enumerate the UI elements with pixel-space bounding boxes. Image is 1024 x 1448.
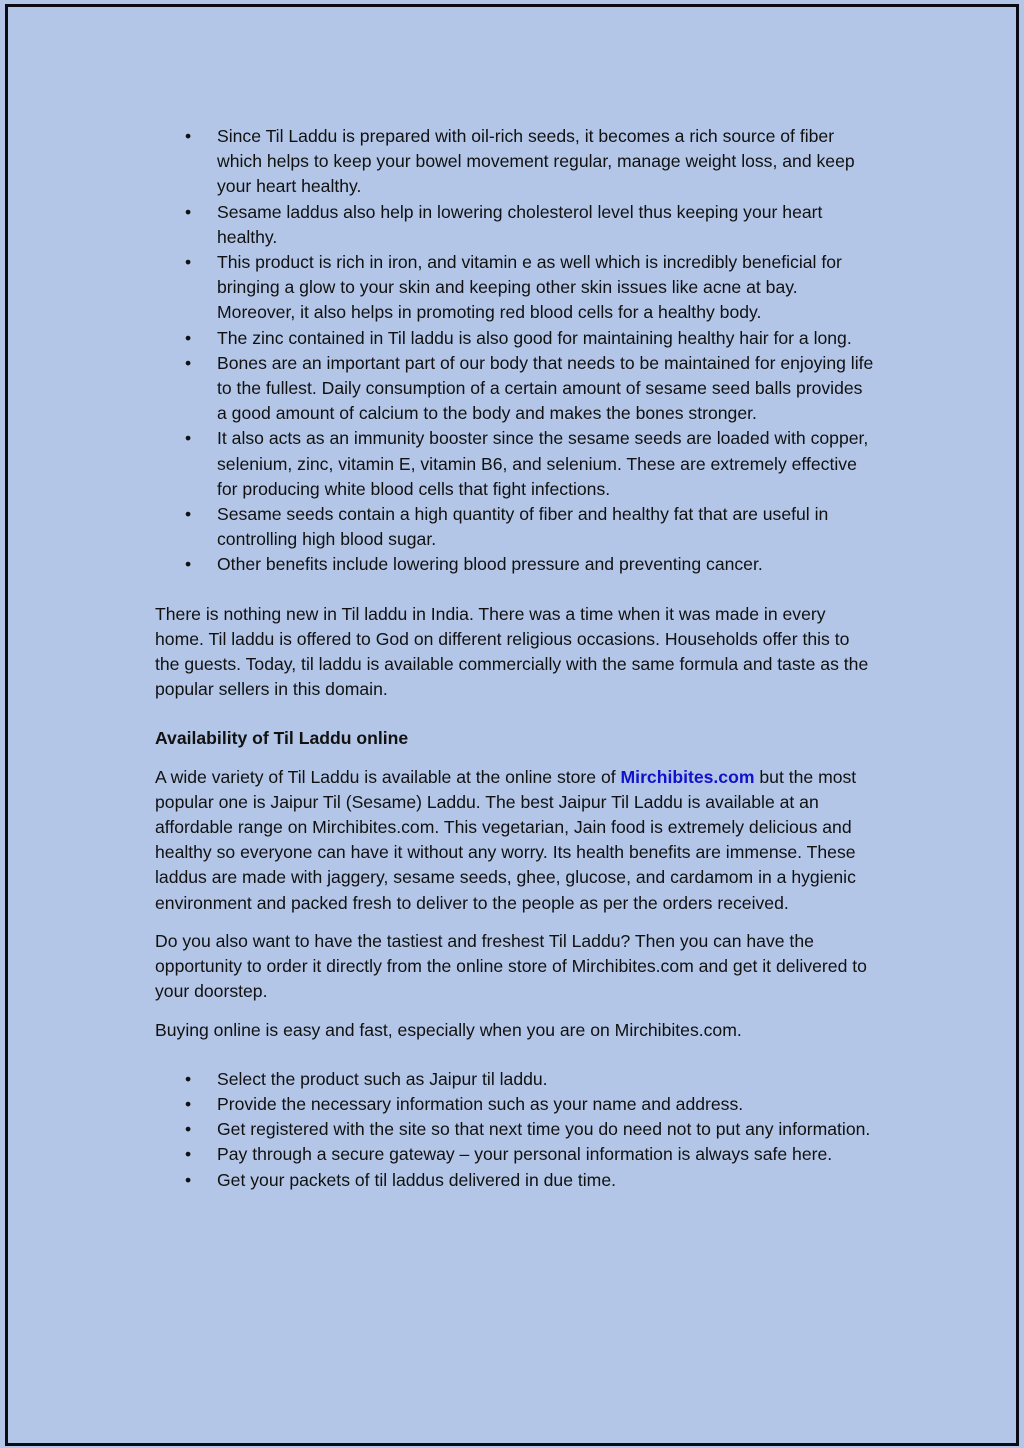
list-item: • Since Til Laddu is prepared with oil-rich seeds, it becomes a rich source of fiber which helps to keep your bowel movement regular, manage weight loss, and keep your heart healthy. bbox=[155, 124, 875, 200]
list-item: • It also acts as an immunity booster since the sesame seeds are loaded with copper, selenium, zinc, vitamin E, vitamin B6, and selenium. These are extremely effective for producing white blood cells that fight infections. bbox=[155, 426, 875, 502]
intro-paragraph: There is nothing new in Til laddu in India. There was a time when it was made in every home. Til laddu is offered to God on different religious occasions. Households offer this to the guests. Today, til laddu is available commercially with the same formula and taste as the popular sellers in this domain. bbox=[155, 603, 869, 700]
buying-paragraph: Buying online is easy and fast, especially when you are on Mirchibites.com. bbox=[155, 1019, 742, 1040]
list-item: • Sesame seeds contain a high quantity of fiber and healthy fat that are useful in controlling high blood sugar. bbox=[155, 502, 875, 552]
availability-text-before: A wide variety of Til Laddu is available at the online store of bbox=[155, 766, 621, 787]
section-heading: Availability of Til Laddu online bbox=[155, 728, 409, 749]
order-paragraph: Do you also want to have the tastiest and freshest Til Laddu? Then you can have the opportunity to order it directly from the online store of Mirchibites.com and get it delivered to your doorstep. bbox=[155, 930, 867, 1002]
list-item: • Pay through a secure gateway – your personal information is always safe here. bbox=[155, 1142, 875, 1167]
availability-paragraph bbox=[155, 765, 875, 916]
list-item: • Other benefits include lowering blood pressure and preventing cancer. bbox=[155, 552, 875, 577]
benefits-list bbox=[155, 124, 875, 578]
availability-text-after: but the most popular one is Jaipur Til (Sesame) Laddu. The best Jaipur Til Laddu is available at an affordable range on Mirchibites.com. This vegetarian, Jain food is extremely delicious and healthy so everyone can have it without any worry. Its health benefits are immense. These laddus are made with jaggery, sesame seeds, ghee, glucose, and cardamom in a hygienic environment and packed fresh to deliver to the people as per the orders received. bbox=[155, 766, 857, 913]
list-item: • Bones are an important part of our body that needs to be maintained for enjoying life to the fullest. Daily consumption of a certain amount of sesame seed balls provides a good amount of calcium to the body and makes the bones stronger. bbox=[155, 351, 875, 427]
list-item: • Get registered with the site so that next time you do need not to put any information. bbox=[155, 1117, 875, 1142]
list-item: • The zinc contained in Til laddu is also good for maintaining healthy hair for a long. bbox=[155, 326, 875, 351]
document-body bbox=[155, 124, 875, 1193]
list-item: • Get your packets of til laddus delivered in due time. bbox=[155, 1168, 875, 1193]
list-item: • Sesame laddus also help in lowering cholesterol level thus keeping your heart healthy. bbox=[155, 200, 875, 250]
list-item: • Select the product such as Jaipur til laddu. bbox=[155, 1067, 875, 1092]
steps-list bbox=[155, 1067, 875, 1193]
list-item: • Provide the necessary information such as your name and address. bbox=[155, 1092, 875, 1117]
list-item: • This product is rich in iron, and vitamin e as well which is incredibly beneficial for bringing a glow to your skin and keeping other skin issues like acne at bay. Moreover, it also helps in promoting red blood cells for a healthy body. bbox=[155, 250, 875, 326]
mirchibites-link[interactable]: Mirchibites.com bbox=[620, 766, 755, 787]
